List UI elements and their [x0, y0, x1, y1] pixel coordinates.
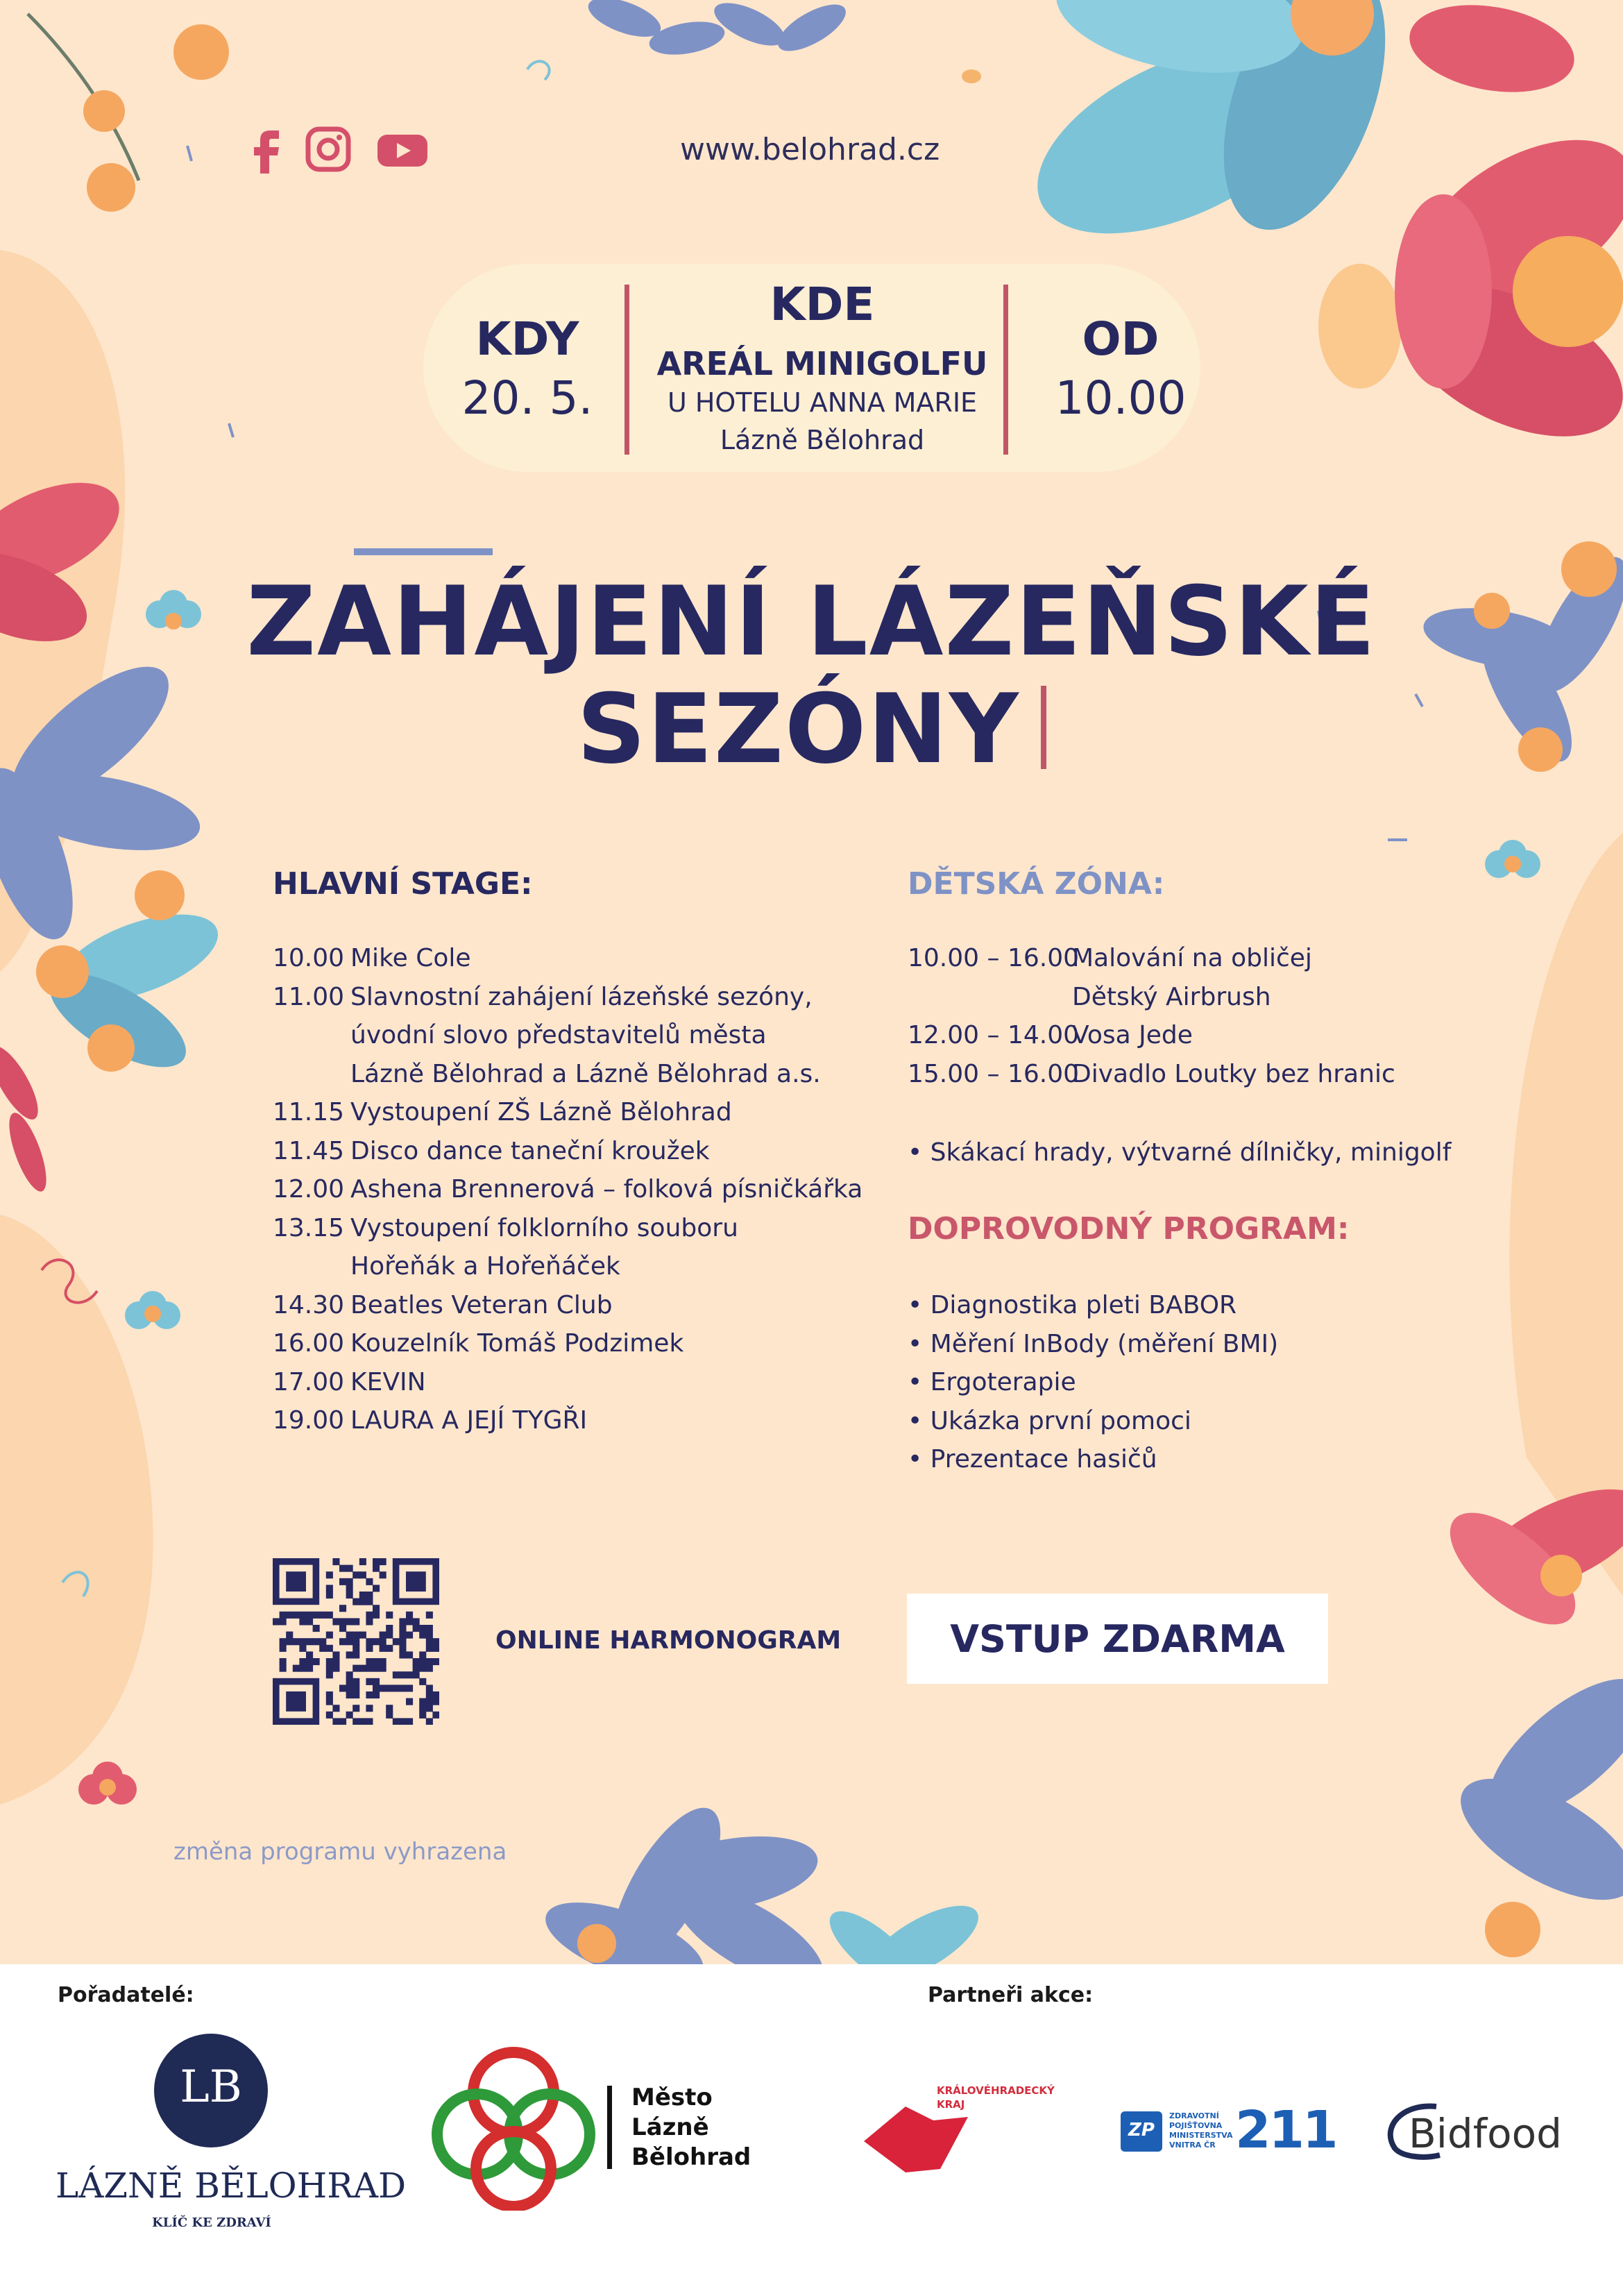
bottom-light-blue-flower-icon [818, 1891, 989, 1964]
mesto-logo-line-1: Město [631, 2084, 713, 2111]
kraj-logo-line-2: KRAJ [937, 2098, 965, 2111]
main-stage-item-description: Slavnostní zahájení lázeňské sezóny, [350, 982, 813, 1011]
kraj-logo-icon [864, 2103, 975, 2179]
main-stage-item-time: 12.00 [273, 1175, 345, 1204]
accompanying-item: • Diagnostika pleti BABOR [908, 1291, 1237, 1319]
accompanying-item: • Prezentace hasičů [908, 1445, 1157, 1474]
small-blue-flower-icon [125, 1291, 180, 1329]
kids-zone-item-row [908, 983, 1271, 1011]
program-change-note: změna programu vyhrazena [173, 1838, 507, 1866]
zp-logo-badge [1121, 2111, 1162, 2152]
main-stage-item-row [273, 1021, 767, 1049]
accompanying-heading: DOPROVODNÝ PROGRAM: [908, 1211, 1350, 1247]
where-line-hotel: U HOTELU ANNA MARIE [667, 387, 978, 418]
main-stage-item-description: úvodní slovo představitelů města [350, 1021, 767, 1049]
info-separator-right [1003, 285, 1008, 455]
main-stage-item-row [273, 944, 471, 972]
small-blue-flower-icon [1485, 840, 1540, 878]
main-stage-item-time: 10.00 [273, 944, 345, 972]
lazne-belohrad-logo-mark: LB [180, 2061, 242, 2113]
main-stage-item-description: LAURA A JEJÍ TYGŘI [350, 1406, 588, 1435]
right-lower-blue-flower-icon [1443, 1655, 1623, 1924]
where-line-venue: AREÁL MINIGOLFU [656, 345, 988, 382]
bidfood-logo-text: Bidfood [1409, 2110, 1562, 2157]
dot-icon [962, 69, 981, 83]
swirl-icon [527, 61, 550, 80]
mesto-rings-logo-icon [430, 2044, 597, 2211]
right-blob-shape [1509, 833, 1623, 1596]
page-title-line-1: ZAHÁJENÍ LÁZEŇSKÉ [246, 566, 1377, 677]
bottom-bud-icon [577, 1924, 616, 1963]
kids-zone-item-row [908, 1060, 1395, 1088]
main-stage-item-description: Mike Cole [350, 944, 471, 972]
zp-logo-number: 211 [1235, 2100, 1336, 2160]
right-bottom-bud-icon [1485, 1902, 1540, 1957]
main-stage-item-description: Vystoupení ZŠ Lázně Bělohrad [350, 1098, 732, 1126]
kids-zone-item-description: Malování na obličej [1072, 944, 1312, 972]
footer [0, 1964, 1623, 2296]
partners-label: Partneři akce: [928, 1983, 1094, 2007]
mesto-logo-line-2: Lázně [631, 2113, 709, 2141]
main-stage-item-time: 16.00 [273, 1329, 345, 1358]
left-red-stems-icon [0, 1040, 53, 1195]
left-top-branch-icon [28, 14, 229, 212]
zp-logo-line-3: MINISTERSTVA [1169, 2131, 1233, 2140]
facebook-icon[interactable] [243, 125, 291, 174]
lazne-belohrad-logo-badge [154, 2034, 268, 2147]
top-leaves-icon [584, 0, 853, 60]
main-stage-item-row [273, 1214, 738, 1242]
page-title-line-2 [0, 673, 1623, 785]
page-title-line-2-text: SEZÓNY [577, 673, 1020, 785]
main-stage-item-description: Hořeňák a Hořeňáček [350, 1252, 620, 1281]
main-stage-item-row [273, 1368, 426, 1396]
main-stage-item-time: 19.00 [273, 1406, 345, 1435]
right-lower-pink-flower-icon [1432, 1468, 1623, 1644]
mesto-logo-line-3: Bělohrad [631, 2143, 751, 2171]
kids-zone-heading: DĚTSKÁ ZÓNA: [908, 866, 1165, 902]
accompanying-item: • Ergoterapie [908, 1368, 1076, 1396]
when-label: KDY [475, 312, 579, 366]
youtube-icon[interactable] [375, 125, 430, 174]
mesto-logo-divider [607, 2086, 612, 2169]
kids-zone-item-row [908, 1021, 1193, 1049]
main-stage-item-row [273, 1252, 620, 1281]
lazne-belohrad-logo-tagline: KLÍČ KE ZDRAVÍ [152, 2215, 271, 2230]
zp-logo-line-2: POJIŠŤOVNA [1169, 2121, 1223, 2130]
main-stage-item-row [273, 1098, 732, 1126]
kids-zone-item-time: 15.00 – 16.00 [908, 1059, 1080, 1088]
accompanying-item: • Měření InBody (měření BMI) [908, 1329, 1279, 1358]
kids-zone-bullet: • Skákací hrady, výtvarné dílničky, minigolf [908, 1138, 1452, 1167]
top-right-blue-flower-icon [1009, 0, 1417, 273]
main-stage-item-row [273, 1060, 821, 1088]
online-schedule-label[interactable]: ONLINE HARMONOGRAM [495, 1626, 842, 1655]
main-stage-item-time: 11.45 [273, 1136, 345, 1165]
main-stage-item-row [273, 1406, 587, 1435]
from-label: OD [1082, 312, 1159, 366]
zp-logo-mark: ZP [1128, 2120, 1155, 2141]
when-value: 20. 5. [461, 371, 593, 425]
kids-zone-item-time: 10.00 – 16.00 [908, 944, 1080, 972]
small-pink-flower-icon [78, 1762, 137, 1805]
main-stage-item-time: 13.15 [273, 1213, 345, 1242]
lazne-belohrad-logo-name: LÁZNĚ BĚLOHRAD [56, 2166, 407, 2206]
where-line-town: Lázně Bělohrad [720, 425, 925, 455]
title-cursor-bar [1041, 686, 1046, 769]
main-stage-item-row [273, 1175, 863, 1204]
main-stage-item-description: Disco dance taneční kroužek [350, 1136, 710, 1165]
info-separator-left [624, 285, 629, 455]
main-stage-item-time: 11.15 [273, 1098, 345, 1126]
kids-zone-item-description: Dětský Airbrush [1072, 982, 1271, 1011]
instagram-icon[interactable] [304, 125, 352, 174]
main-stage-item-description: Beatles Veteran Club [350, 1290, 613, 1319]
petal-shape [1318, 264, 1402, 389]
kids-zone-item-row [908, 944, 1312, 972]
zp-logo-line-4: VNITRA ČR [1169, 2141, 1216, 2150]
title-accent-bar [354, 548, 493, 555]
kids-zone-item-time: 12.00 – 14.00 [908, 1021, 1080, 1049]
kids-zone-item-description: Vosa Jede [1072, 1021, 1193, 1049]
qr-code-icon[interactable] [273, 1558, 439, 1725]
free-entry-badge: VSTUP ZDARMA [907, 1594, 1328, 1684]
kids-zone-item-description: Divadlo Loutky bez hranic [1072, 1059, 1395, 1088]
kraj-logo-line-1: KRÁLOVÉHRADECKÝ [937, 2084, 1055, 2097]
main-stage-item-description: KEVIN [350, 1367, 426, 1396]
main-stage-item-description: Lázně Bělohrad a Lázně Bělohrad a.s. [350, 1059, 821, 1088]
accompanying-item: • Ukázka první pomoci [908, 1406, 1191, 1435]
main-stage-item-row [273, 1329, 683, 1358]
main-stage-item-time: 14.30 [273, 1290, 345, 1319]
from-value: 10.00 [1055, 371, 1187, 425]
main-stage-item-time: 11.00 [273, 982, 345, 1011]
right-pink-flower-icon [1379, 0, 1623, 467]
main-stage-item-row [273, 983, 813, 1011]
main-stage-item-description: Vystoupení folklorního souboru [350, 1213, 738, 1242]
website-link[interactable]: www.belohrad.cz [680, 132, 940, 167]
main-stage-item-time: 17.00 [273, 1367, 345, 1396]
main-stage-item-description: Ashena Brennerová – folková písničkářka [350, 1175, 863, 1204]
organizers-label: Pořadatelé: [58, 1983, 194, 2007]
main-stage-heading: HLAVNÍ STAGE: [273, 866, 533, 902]
main-stage-item-row [273, 1137, 710, 1165]
main-stage-item-description: Kouzelník Tomáš Podzimek [350, 1329, 684, 1358]
zp-logo-line-1: ZDRAVOTNÍ [1169, 2111, 1219, 2120]
where-label: KDE [770, 278, 875, 331]
main-stage-item-row [273, 1291, 613, 1319]
